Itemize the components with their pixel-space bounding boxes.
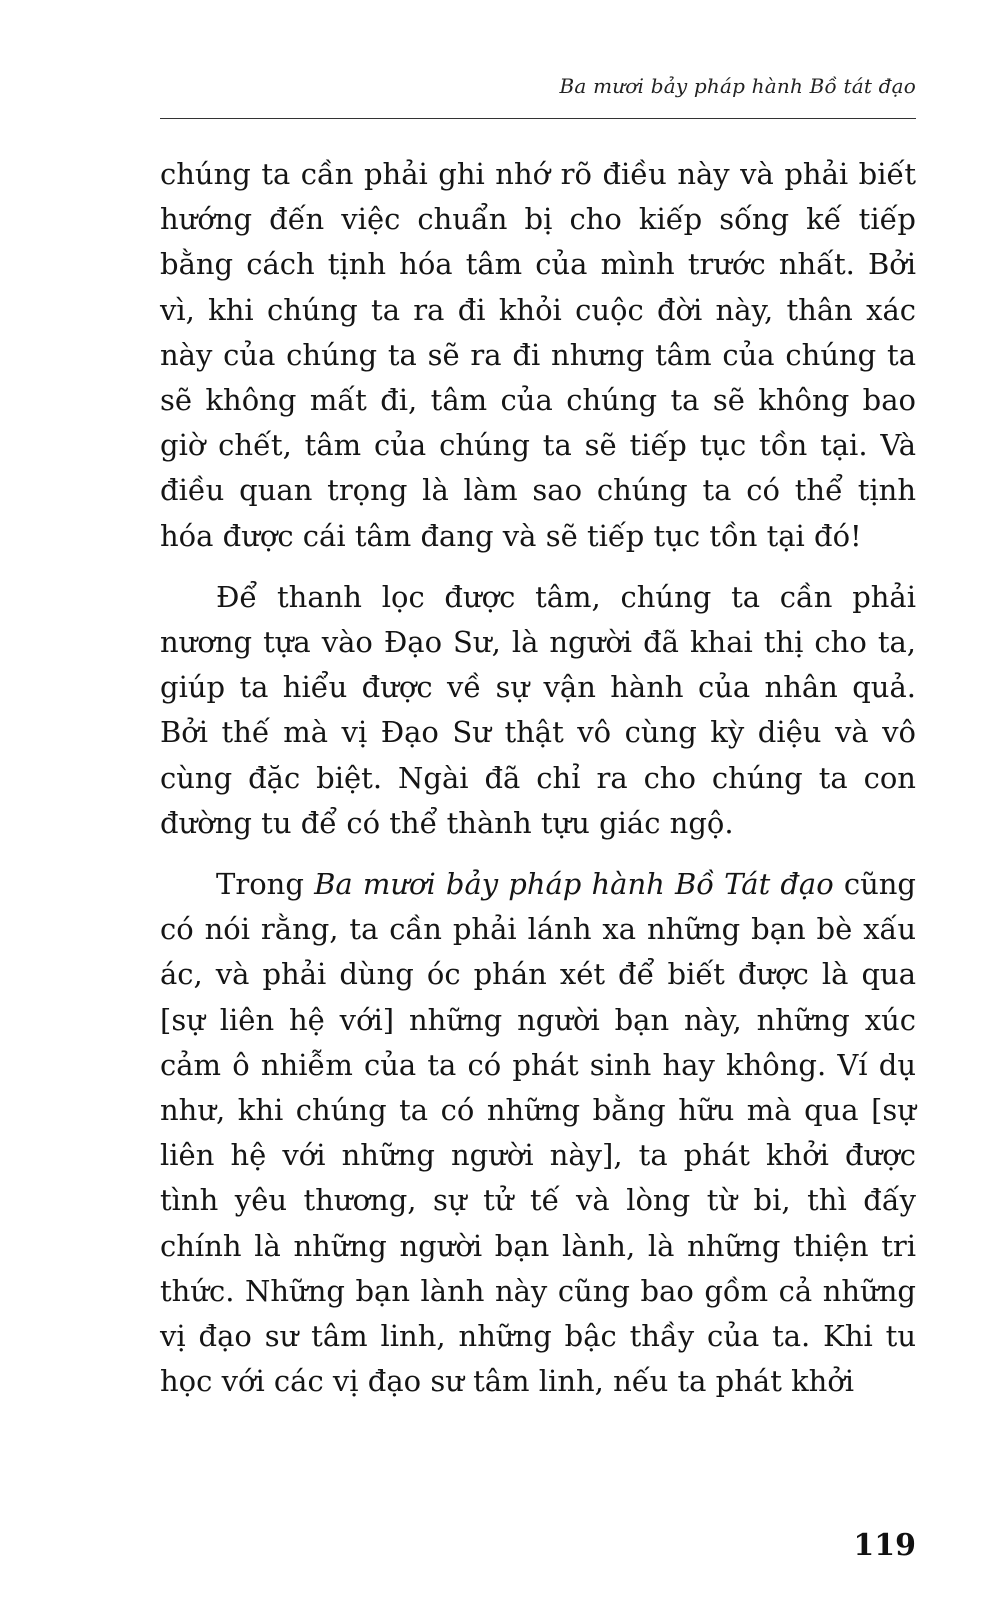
page-number: 119 xyxy=(853,1528,916,1563)
paragraph-3 xyxy=(160,862,916,1404)
paragraph-1: chúng ta cần phải ghi nhớ rõ điều này và phải biết hướng đến việc chuẩn bị cho kiếp sống kế tiếp bằng cách tịnh hóa tâm của mình trước nhất. Bởi vì, khi chúng ta ra đi khỏi cuộc đời này, thân xác này của chúng ta sẽ ra đi nhưng tâm của chúng ta sẽ không mất đi, tâm của chúng ta sẽ không bao giờ chết, tâm của chúng ta sẽ tiếp tục tồn tại. Và điều quan trọng là làm sao chúng ta có thể tịnh hóa được cái tâm đang và sẽ tiếp tục tồn tại đó! xyxy=(160,157,916,553)
running-header-title: Ba mươi bảy pháp hành Bồ tát đạo xyxy=(559,74,916,98)
paragraph-2: Để thanh lọc được tâm, chúng ta cần phải nương tựa vào Đạo Sư, là người đã khai thị cho ta, giúp ta hiểu được về sự vận hành của nhân quả. Bởi thế mà vị Đạo Sư thật vô cùng kỳ diệu và vô cùng đặc biệt. Ngài đã chỉ ra cho chúng ta con đường tu để có thể thành tựu giác ngộ. xyxy=(160,579,916,840)
paragraph-3-lead: Trong xyxy=(216,867,315,902)
book-title-italic: Ba mươi bảy pháp hành Bồ Tát đạo xyxy=(314,867,834,902)
header-divider xyxy=(160,118,916,119)
paragraph-3-rest: cũng có nói rằng, ta cần phải lánh xa những bạn bè xấu ác, và phải dùng óc phán xét để biết được là qua [sự liên hệ với] những người bạn này, những xúc cảm ô nhiễm của ta có phát sinh hay không. Ví dụ như, khi chúng ta có những bằng hữu mà qua [sự liên hệ với những người này], ta phát khởi được tình yêu thương, sự tử tế và lòng từ bi, thì đấy chính là những người bạn lành, là những thiện tri thức. Những bạn lành này cũng bao gồm cả những vị đạo sư tâm linh, những bậc thầy của ta. Khi tu học với các vị đạo sư tâm linh, nếu ta phát khởi xyxy=(160,867,916,1399)
page-body xyxy=(160,152,916,1420)
